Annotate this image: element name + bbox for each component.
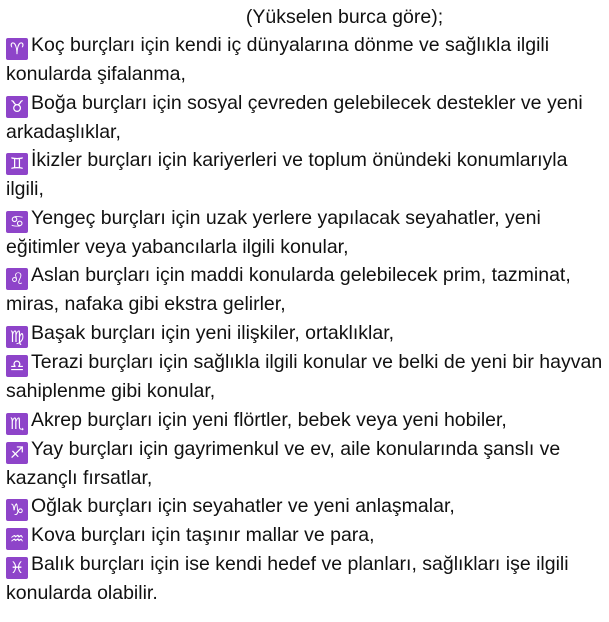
entry-text: Akrep burçları için yeni flörtler, bebek veya yeni hobiler, bbox=[31, 408, 507, 431]
horoscope-entry bbox=[6, 31, 603, 89]
entry-text: İkizler burçları için kariyerleri ve toplum önündeki konumlarıyla ilgili, bbox=[6, 149, 568, 201]
entry-text: Koç burçları için kendi iç dünyalarına dönme ve sağlıkla ilgili konularda şifalanma, bbox=[6, 34, 550, 85]
entry-text: Oğlak burçları için seyahatler ve yeni anlaşmalar, bbox=[31, 495, 455, 518]
cancer-icon: ♋ bbox=[6, 211, 28, 233]
sagittarius-icon: ♐ bbox=[6, 442, 28, 464]
entry-text: Boğa burçları için sosyal çevreden gelebilecek destekler ve yeni arkadaşlıklar, bbox=[6, 91, 583, 143]
entry-text: Terazi burçları için sağlıkla ilgili konular ve belki de yeni bir hayvan sahiplenme gibi konular, bbox=[6, 350, 603, 402]
entry-text: Kova burçları için taşınır mallar ve para, bbox=[31, 524, 375, 547]
entry-text: Aslan burçları için maddi konularda gelebilecek prim, tazminat, miras, nafaka gibi ekstra gelirler, bbox=[6, 264, 571, 316]
heading: (Yükselen burca göre); bbox=[245, 6, 444, 28]
aries-icon: ♈ bbox=[6, 38, 28, 60]
horoscope-entry bbox=[6, 521, 603, 550]
entry-text: Yengeç burçları için uzak yerlere yapılacak seyahatler, yeni eğitimler veya yabancılarla ilgili konular, bbox=[6, 206, 541, 258]
entry-text: Yay burçları için gayrimenkul ve ev, aile konularında şanslı ve kazançlı fırsatlar, bbox=[6, 437, 561, 489]
horoscope-entry bbox=[6, 204, 603, 262]
horoscope-entry bbox=[6, 406, 603, 435]
gemini-icon: ♊ bbox=[6, 153, 28, 175]
horoscope-entry bbox=[6, 319, 603, 348]
horoscope-entry bbox=[6, 261, 603, 319]
virgo-icon: ♍ bbox=[6, 326, 28, 348]
capricorn-icon: ♑ bbox=[6, 499, 28, 521]
libra-icon: ♎ bbox=[6, 355, 28, 377]
horoscope-list bbox=[6, 31, 603, 608]
pisces-icon: ♓ bbox=[6, 557, 28, 579]
entry-text: Balık burçları için ise kendi hedef ve planları, sağlıkları işe ilgili konularda olabilir. bbox=[6, 553, 569, 605]
horoscope-entry bbox=[6, 89, 603, 147]
scorpio-icon: ♏ bbox=[6, 413, 28, 435]
leo-icon: ♌ bbox=[6, 268, 28, 290]
aquarius-icon: ♒ bbox=[6, 528, 28, 550]
horoscope-entry bbox=[6, 492, 603, 521]
entry-text: Başak burçları için yeni ilişkiler, ortaklıklar, bbox=[31, 321, 395, 344]
horoscope-entry bbox=[6, 550, 603, 608]
taurus-icon: ♉ bbox=[6, 96, 28, 118]
horoscope-entry bbox=[6, 146, 603, 204]
horoscope-entry bbox=[6, 348, 603, 406]
horoscope-entry bbox=[6, 435, 603, 493]
